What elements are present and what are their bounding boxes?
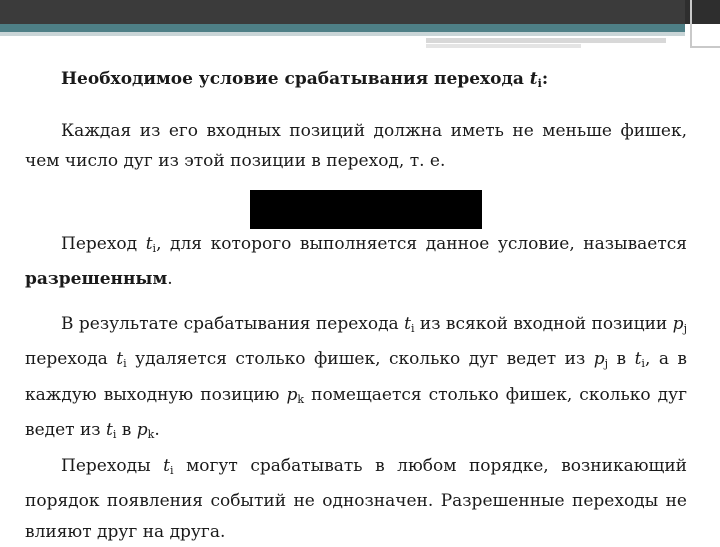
header-accent-line-2 [426,44,581,48]
header-accent-line-1 [426,38,666,43]
term-enabled: разрешенным [25,269,167,289]
header-dark-bar [0,0,720,24]
paragraph-firing-order: Переходы $t_i$ могут срабатывать в любом порядке, возникающий порядок появления событий не однозначен. Разрешенные переходы не влияют друг на друга. [25,451,687,547]
paragraph-condition: Каждая из его входных позиций должна иметь не меньше фишек, чем число дуг из этой позиции в переход, т. е. [25,116,687,177]
corner-frame [690,0,720,48]
header-teal-bar [0,24,685,32]
paragraph-enabled-transition: Переход $t_i$, для которого выполняется данное условие, называется разрешенным. [25,229,687,295]
slide-title: Необходимое условие срабатывания перехода $t_i$: [25,64,687,100]
formula-redacted-box [250,190,482,229]
paragraph-firing-result: В результате срабатывания перехода $t_i$ из всякой входной позиции $p_j$ перехода $t_i$ удаляется столько фишек, сколько дуг ведет из $p_j$ в $t_i$, а в каждую выходную позицию $p_k$ помещается столько фишек, сколько дуг ведет из $t_i$ в $p_k$. [25,309,687,451]
header-light-bar [0,32,685,36]
slide-content [25,64,687,547]
